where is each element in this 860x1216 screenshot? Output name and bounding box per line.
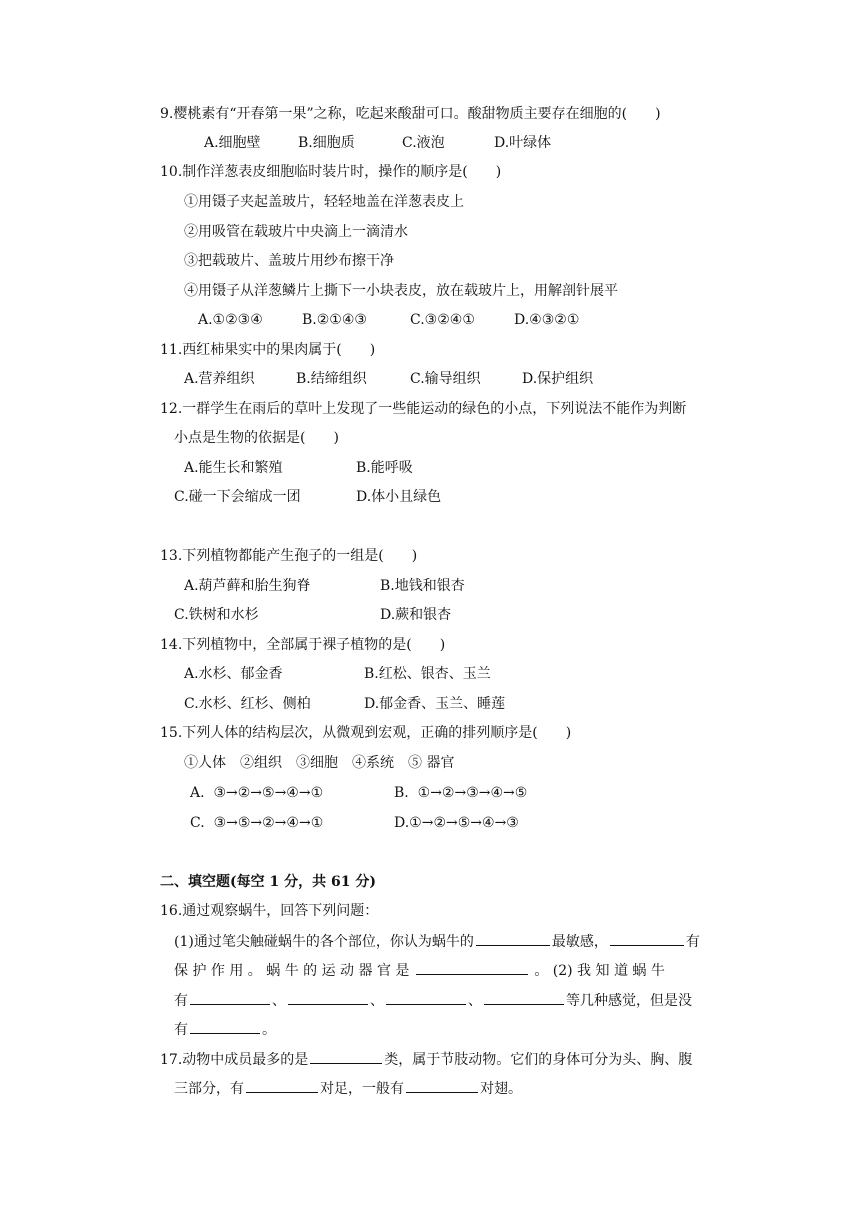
q9-option-c: C.液泡 xyxy=(402,135,445,151)
section-2-heading: 二、填空题(每空 1 分，共 61 分) xyxy=(160,874,376,890)
question-14-stem: 14.下列植物中，全部属于裸子植物的是( ) xyxy=(160,637,446,653)
q10-option-c: C.③②④① xyxy=(410,312,475,328)
answer-blank[interactable] xyxy=(386,990,466,1005)
question-15-stem: 15.下列人体的结构层次，从微观到宏观，正确的排列顺序是( ) xyxy=(160,725,572,741)
q10-step-3: ③把载玻片、盖玻片用纱布擦干净 xyxy=(184,253,394,269)
q10-option-a: A.①②③④ xyxy=(198,312,263,328)
answer-blank[interactable] xyxy=(484,990,564,1005)
q10-step-4: ④用镊子从洋葱鳞片上撕下一小块表皮，放在载玻片上，用解剖针展平 xyxy=(184,283,618,299)
q16-line-4: 有 。 xyxy=(174,1019,276,1040)
question-10-stem: 10.制作洋葱表皮细胞临时装片时，操作的顺序是( ) xyxy=(160,164,502,180)
q10-step-2: ②用吸管在载玻片中央滴上一滴清水 xyxy=(184,224,408,240)
q13-option-d: D.蕨和银杏 xyxy=(380,607,452,623)
q9-option-b: B.细胞质 xyxy=(298,135,355,151)
q15-option-a: A. ③→②→⑤→④→① xyxy=(190,785,324,801)
answer-blank[interactable] xyxy=(190,990,270,1005)
q10-step-1: ①用镊子夹起盖玻片，轻轻地盖在洋葱表皮上 xyxy=(184,194,464,210)
question-11-stem: 11.西红柿果实中的果肉属于( ) xyxy=(160,342,376,358)
q10-option-b: B.②①④③ xyxy=(302,312,367,328)
question-12-stem-line-1: 12.一群学生在雨后的草叶上发现了一些能运动的绿色的小点，下列说法不能作为判断 xyxy=(160,401,687,417)
q14-option-b: B.红松、银杏、玉兰 xyxy=(364,666,491,682)
q9-option-d: D.叶绿体 xyxy=(494,135,552,151)
q10-option-d: D.④③②① xyxy=(514,312,580,328)
answer-blank[interactable] xyxy=(288,990,368,1005)
q13-option-b: B.地钱和银杏 xyxy=(380,578,465,594)
question-13-stem: 13.下列植物都能产生孢子的一组是( ) xyxy=(160,548,418,564)
question-12-stem-line-2: 小点是生物的依据是( ) xyxy=(174,430,339,446)
q14-option-d: D.郁金香、玉兰、睡莲 xyxy=(364,696,506,712)
q14-option-c: C.水杉、红杉、侧柏 xyxy=(184,696,311,712)
question-9-stem: 9.樱桃素有“开春第一果”之称，吃起来酸甜可口。酸甜物质主要存在细胞的( ) xyxy=(160,106,661,122)
q13-option-c: C.铁树和水杉 xyxy=(174,607,259,623)
q15-items: ①人体 ②组织 ③细胞 ④系统 ⑤ 器官 xyxy=(184,755,455,771)
q15-option-b: B. ①→②→③→④→⑤ xyxy=(394,785,528,801)
q11-option-a: A.营养组织 xyxy=(184,371,255,387)
answer-blank[interactable] xyxy=(476,931,550,946)
q12-option-c: C.碰一下会缩成一团 xyxy=(174,489,301,505)
q15-option-d: D.①→②→⑤→④→③ xyxy=(394,815,519,831)
q17-line-1: 17.动物中成员最多的是 类，属于节肢动物。它们的身体可分为头、胸、腹 xyxy=(160,1049,692,1070)
q16-line-3: 有 、 、 、 等几种感觉，但是没 xyxy=(174,990,692,1011)
answer-blank[interactable] xyxy=(310,1049,382,1064)
q15-option-c: C. ③→⑤→②→④→① xyxy=(190,815,324,831)
q12-option-d: D.体小且绿色 xyxy=(356,489,442,505)
q16-line-2: 保 护 作 用 。 蜗 牛 的 运 动 器 官 是 。 (2) 我 知 道 蜗 牛 xyxy=(174,960,665,981)
q14-option-a: A.水杉、郁金香 xyxy=(184,666,283,682)
q11-option-b: B.结缔组织 xyxy=(296,371,367,387)
q12-option-b: B.能呼吸 xyxy=(356,460,413,476)
q13-option-a: A.葫芦藓和胎生狗脊 xyxy=(184,578,311,594)
answer-blank[interactable] xyxy=(190,1019,260,1034)
answer-blank[interactable] xyxy=(416,960,528,975)
q16-line-1: (1)通过笔尖触碰蜗牛的各个部位，你认为蜗牛的 最敏感， 有 xyxy=(174,931,700,952)
answer-blank[interactable] xyxy=(610,931,684,946)
q11-option-c: C.输导组织 xyxy=(410,371,481,387)
answer-blank[interactable] xyxy=(406,1078,478,1093)
answer-blank[interactable] xyxy=(246,1078,318,1093)
question-16-stem: 16.通过观察蜗牛，回答下列问题： xyxy=(160,903,379,919)
q12-option-a: A.能生长和繁殖 xyxy=(184,460,283,476)
q9-option-a: A.细胞壁 xyxy=(204,135,261,151)
q11-option-d: D.保护组织 xyxy=(522,371,594,387)
q17-line-2: 三部分，有 对足，一般有 对翅。 xyxy=(174,1078,522,1099)
